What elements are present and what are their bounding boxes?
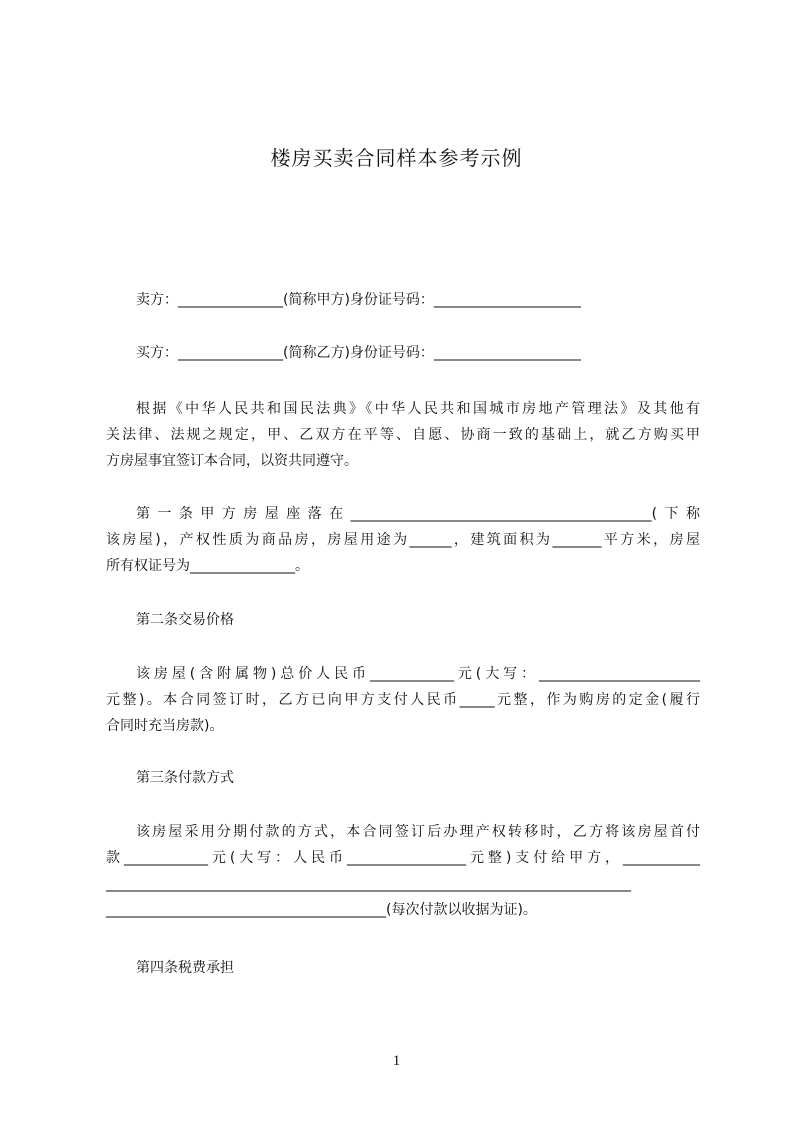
preamble-line-3: 方房屋事宜签订本合同，以资共同遵守。	[106, 453, 358, 469]
seller-line: 卖方：_______________(简称甲方)身份证号码：_____________________	[136, 292, 581, 308]
article2-line-3: 合同时充当房款)。	[106, 718, 224, 734]
preamble-line-2: 关法律、法规之规定，甲、乙双方在平等、自愿、协商一致的基础上，就乙方购买甲	[106, 427, 700, 443]
article3-line-3: ___________________________________________________________________________	[106, 876, 631, 892]
article1-line-3: 所有权证号为_______________。	[106, 558, 309, 574]
preamble-line-1: 根据《中华人民共和国民法典》《中华人民共和国城市房地产管理法》及其他有	[136, 401, 700, 417]
article3-line-1: 该房屋采用分期付款的方式，本合同签订后办理产权转移时，乙方将该房屋首付	[136, 824, 700, 840]
document-title: 楼房买卖合同样本参考示例	[270, 146, 523, 170]
buyer-line: 买方：_______________(简称乙方)身份证号码：_____________________	[136, 345, 581, 361]
article3-line-2: 款____________元(大写：人民币_________________元整)支付给甲方，___________	[106, 850, 700, 866]
article1-line-2: 该房屋)，产权性质为商品房，房屋用途为______，建筑面积为_______平方米，房屋	[106, 532, 700, 548]
article4-heading: 第四条税费承担	[136, 960, 234, 976]
article2-line-2: 元整)。本合同签订时，乙方已向甲方支付人民币_____元整，作为购房的定金(履行	[106, 692, 700, 708]
article1-line-1: 第一条甲方房屋座落在___________________________________________(下称	[136, 506, 700, 522]
article2-heading: 第二条交易价格	[136, 612, 234, 628]
page-number: 1	[392, 1053, 401, 1069]
article2-line-1: 该房屋(含附属物)总价人民币____________元(大写：_______________________	[136, 666, 700, 682]
article3-line-4: ________________________________________(每次付款以收据为证)。	[106, 902, 537, 918]
article3-heading: 第三条付款方式	[136, 770, 234, 786]
